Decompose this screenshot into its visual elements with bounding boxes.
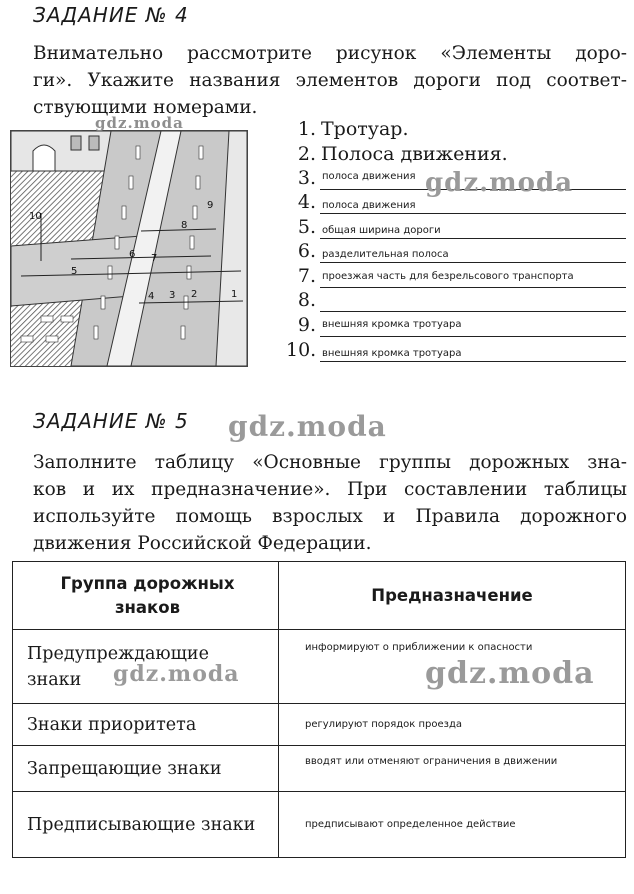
item-answer: общая ширина дороги <box>322 225 441 236</box>
item-answer: разделительная полоса <box>322 249 449 260</box>
item-number: 9. <box>297 314 316 336</box>
picture-label: 1 <box>231 289 238 300</box>
task4-instructions <box>33 40 627 121</box>
picture-label: 10 <box>29 211 42 222</box>
sign-purpose-cell: предписывают определенное действие <box>279 792 626 858</box>
task4-title: ЗАДАНИЕ № 4 <box>33 3 189 27</box>
task5-text-line: используйте помощь взрослых и Правила дорожного <box>33 506 627 527</box>
table-row <box>13 792 626 858</box>
task4-text-line: ги». Укажите названия элементов дороги под соответ- <box>33 70 627 91</box>
picture-label: 8 <box>181 220 188 231</box>
item-number: 8. <box>297 289 316 311</box>
list-item <box>286 215 626 239</box>
column-header-group: Группа дорожных знаков <box>13 562 279 630</box>
answer-line <box>320 361 626 362</box>
sign-group-cell: Предписывающие знаки <box>13 792 279 858</box>
task4-text-line: Внимательно рассмотрите рисунок «Элементы доро- <box>33 43 627 64</box>
item-number: 4. <box>297 191 316 213</box>
list-item <box>286 117 626 141</box>
item-answer: проезжая часть для безрельсового транспорта <box>322 271 574 282</box>
watermark: gdz.moda <box>113 661 240 687</box>
picture-label: 2 <box>191 289 198 300</box>
task5-text-line: ков и их предназначение». При составлении таблицы <box>33 479 627 500</box>
table-header-row <box>13 562 626 630</box>
column-header-purpose: Предназначение <box>279 562 626 630</box>
list-item <box>286 239 626 263</box>
item-number: 3. <box>297 167 316 189</box>
sign-group-cell: Запрещающие знаки <box>13 746 279 792</box>
item-number: 6. <box>297 240 316 262</box>
picture-label: 3 <box>169 290 176 301</box>
picture-label: 5 <box>71 266 78 277</box>
item-answer: внешняя кромка тротуара <box>322 348 462 359</box>
task5-text-line: Заполните таблицу «Основные группы дорожных зна- <box>33 452 627 473</box>
watermark: gdz.moda <box>425 168 574 198</box>
list-item <box>286 338 626 362</box>
answer-line <box>320 311 626 312</box>
item-answer: внешняя кромка тротуара <box>322 319 462 330</box>
item-text: Полоса движения. <box>321 143 508 165</box>
item-answer: полоса движения <box>322 200 416 211</box>
list-item <box>286 264 626 288</box>
item-number: 5. <box>297 216 316 238</box>
item-number: 10. <box>286 339 317 361</box>
task5-instructions <box>33 449 627 557</box>
item-answer: полоса движения <box>322 171 416 182</box>
item-number: 7. <box>297 265 316 287</box>
picture-label: 9 <box>207 200 214 211</box>
watermark: gdz.moda <box>228 410 387 443</box>
picture-label: 6 <box>129 249 136 260</box>
sign-purpose-cell: регулируют порядок проезда <box>279 704 626 746</box>
road-drawing <box>11 131 247 366</box>
item-number: 2. <box>297 143 316 165</box>
task4-text-line: ствующими номерами. <box>33 97 258 118</box>
table-row <box>13 704 626 746</box>
watermark: gdz.moda <box>95 114 184 132</box>
list-item <box>286 288 626 312</box>
sign-group-cell: Знаки приоритета <box>13 704 279 746</box>
answer-line <box>320 262 626 263</box>
sign-purpose-cell: информируют о приближении к опасности <box>279 630 626 704</box>
table-row <box>13 746 626 792</box>
list-item <box>286 142 626 166</box>
picture-label: 4 <box>148 291 155 302</box>
road-elements-picture <box>10 130 248 367</box>
road-signs-table <box>12 561 626 858</box>
task5-text-line: движения Российской Федерации. <box>33 533 372 554</box>
sign-purpose-cell: вводят или отменяют ограничения в движении <box>279 746 626 792</box>
item-text: Тротуар. <box>321 118 409 140</box>
watermark: gdz.moda <box>425 656 595 691</box>
list-item <box>286 313 626 337</box>
answer-line <box>320 213 626 214</box>
item-number: 1. <box>297 118 316 140</box>
sign-group-cell: Предупреждающие знаки <box>13 630 279 704</box>
answer-line <box>320 336 626 337</box>
task5-title: ЗАДАНИЕ № 5 <box>33 409 189 433</box>
picture-label: 7 <box>151 253 158 264</box>
